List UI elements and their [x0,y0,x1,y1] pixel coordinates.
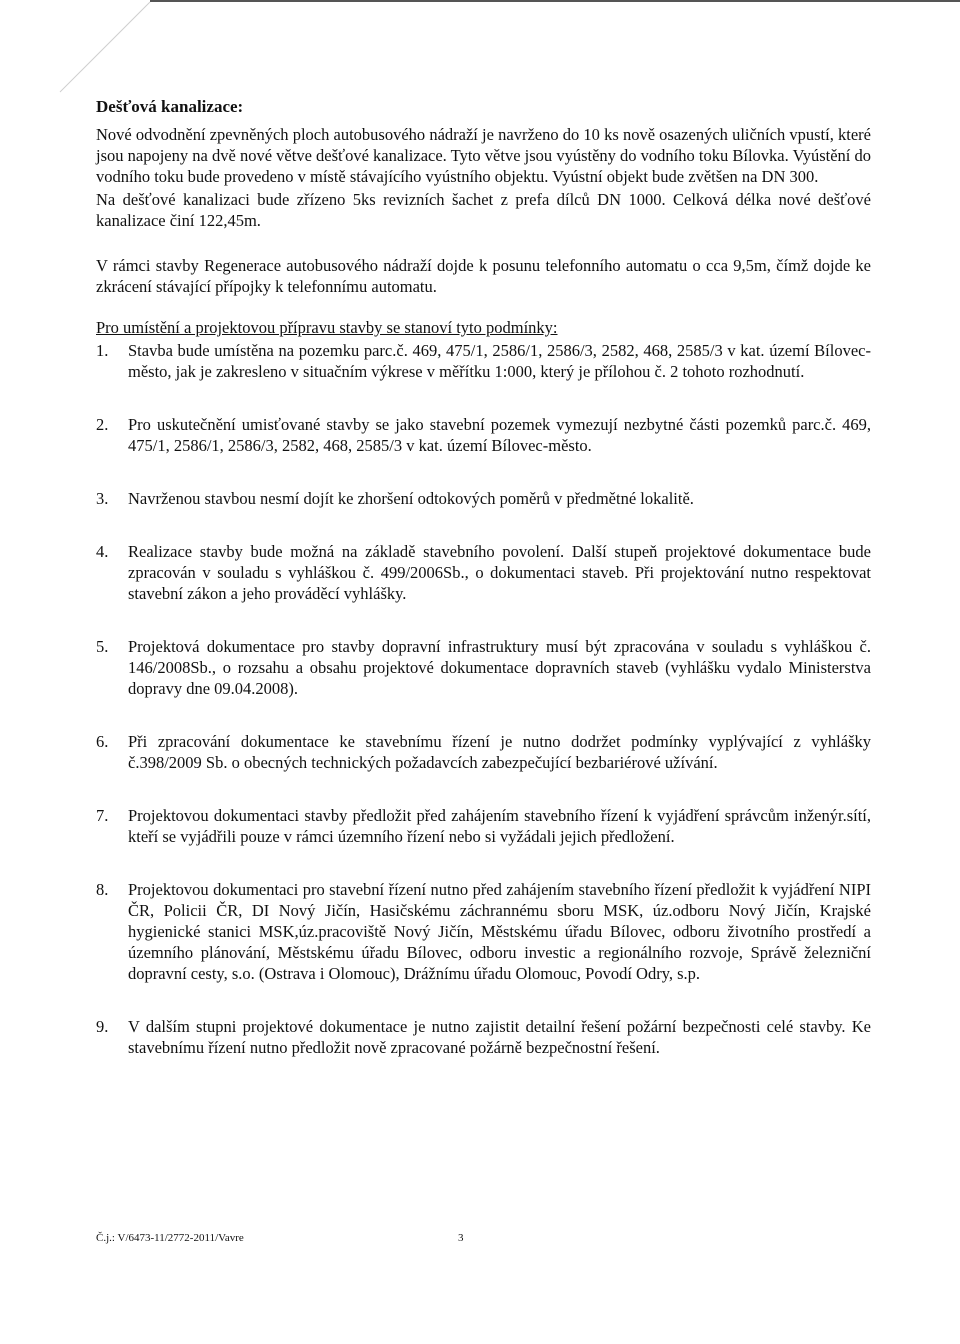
section-heading: Dešťová kanalizace: [96,97,244,116]
paragraph-telephone: V rámci stavby Regenerace autobusového nádraží dojde k posunu telefonního automatu o cca 9,5m, čímž dojde ke zkrácení stávající přípojky k telefonnímu automatu. [96,256,871,296]
condition-text: Projektovou dokumentaci stavby předložit před zahájením stavebního řízení k vyjádření správcům inženýr.sítí, kteří se vyjádřili pouze v rámci územního řízení nebo si vyžádali jejich předložení. [128,806,871,846]
condition-text: Navrženou stavbou nesmí dojít ke zhoršení odtokových poměrů v předmětné lokalitě. [128,489,694,508]
condition-item [96,488,871,509]
condition-text: Při zpracování dokumentace ke stavebnímu řízení je nutno dodržet podmínky vyplývající z vyhlášky č.398/2009 Sb. o obecných technických požadavcích zabezpečující bezbariérové užívání. [128,732,871,772]
condition-text: Projektovou dokumentaci pro stavební řízení nutno před zahájením stavebního řízení předložit k vyjádření NIPI ČR, Policii ČR, DI Nový Jičín, Hasičskému záchrannému sboru MSK, úz.odboru Nový Jičín, Krajské hygienické stanici MSK,úz.pracoviště Nový Jičín, Městskému úřadu Bílovec, odboru životního prostředí a územního plánování, Městskému úřadu Bílovec, odboru investic a regionálního rozvoje, Správě železniční dopravní cesty, s.o. (Ostrava i Olomouc), Drážnímu úřadu Olomouc, Povodí Odry, s.p. [128,880,871,983]
conditions-title: Pro umístění a projektovou přípravu stavby se stanoví tyto podmínky: [96,318,558,337]
document-page [96,96,871,1058]
condition-item [96,879,871,984]
document-reference: Č.j.: V/6473-11/2772-2011/Vavre [96,1232,244,1244]
scan-top-edge [150,0,960,2]
paragraph-manholes: Na dešťové kanalizaci bude zřízeno 5ks revizních šachet z prefa dílců DN 1000. Celková délka nové dešťové kanalizace činí 122,45m. [96,190,871,230]
condition-number: 9. [96,1017,109,1036]
condition-number: 5. [96,637,109,656]
condition-number: 7. [96,806,109,825]
condition-number: 1. [96,341,109,360]
condition-number: 4. [96,542,109,561]
conditions-list [96,340,871,1058]
condition-item [96,636,871,699]
page-number: 3 [458,1232,464,1244]
condition-number: 6. [96,732,109,751]
condition-item [96,414,871,456]
condition-text: Stavba bude umístěna na pozemku parc.č. 469, 475/1, 2586/1, 2586/3, 2582, 468, 2585/3 v kat. území Bílovec-město, jak je zakresleno v situačním výkrese v měřítku 1:000, který je přílohou č. 2 tohoto rozhodnutí. [128,341,871,381]
paragraph-drainage: Nové odvodnění zpevněných ploch autobusového nádraží je navrženo do 10 ks nově osazených uličních vpustí, které jsou napojeny na dvě nové větve dešťové kanalizace. Tyto větve jsou vyústěny do vodního toku Bílovka. Vyústění do vodního toku bude provedeno v místě stávajícího vyústního objektu. Vyústní objekt bude zvětšen na DN 300. [96,125,871,186]
condition-item [96,541,871,604]
condition-item [96,731,871,773]
condition-text: V dalším stupni projektové dokumentace je nutno zajistit detailní řešení požární bezpečnosti celé stavby. Ke stavebnímu řízení nutno předložit nově zpracované požárně bezpečnostní řešení. [128,1017,871,1057]
condition-number: 3. [96,489,109,508]
condition-text: Pro uskutečnění umisťované stavby se jako stavební pozemek vymezují nezbytné části pozemků parc.č. 469, 475/1, 2586/1, 2586/3, 2582, 468, 2585/3 v kat. území Bílovec-město. [128,415,871,455]
condition-text: Realizace stavby bude možná na základě stavebního povolení. Další stupeň projektové dokumentace bude zpracován v souladu s vyhláškou č. 499/2006Sb., o dokumentaci staveb. Při projektování nutno respektovat stavební zákon a jeho prováděcí vyhlášky. [128,542,871,603]
condition-text: Projektová dokumentace pro stavby dopravní infrastruktury musí být zpracována v souladu s vyhláškou č. 146/2008Sb., o rozsahu a obsahu projektové dokumentace dopravních staveb (vyhlášku vydalo Ministerstva dopravy dne 09.04.2008). [128,637,871,698]
condition-item [96,805,871,847]
condition-item [96,340,871,382]
condition-number: 2. [96,415,109,434]
condition-number: 8. [96,880,109,899]
condition-item [96,1016,871,1058]
